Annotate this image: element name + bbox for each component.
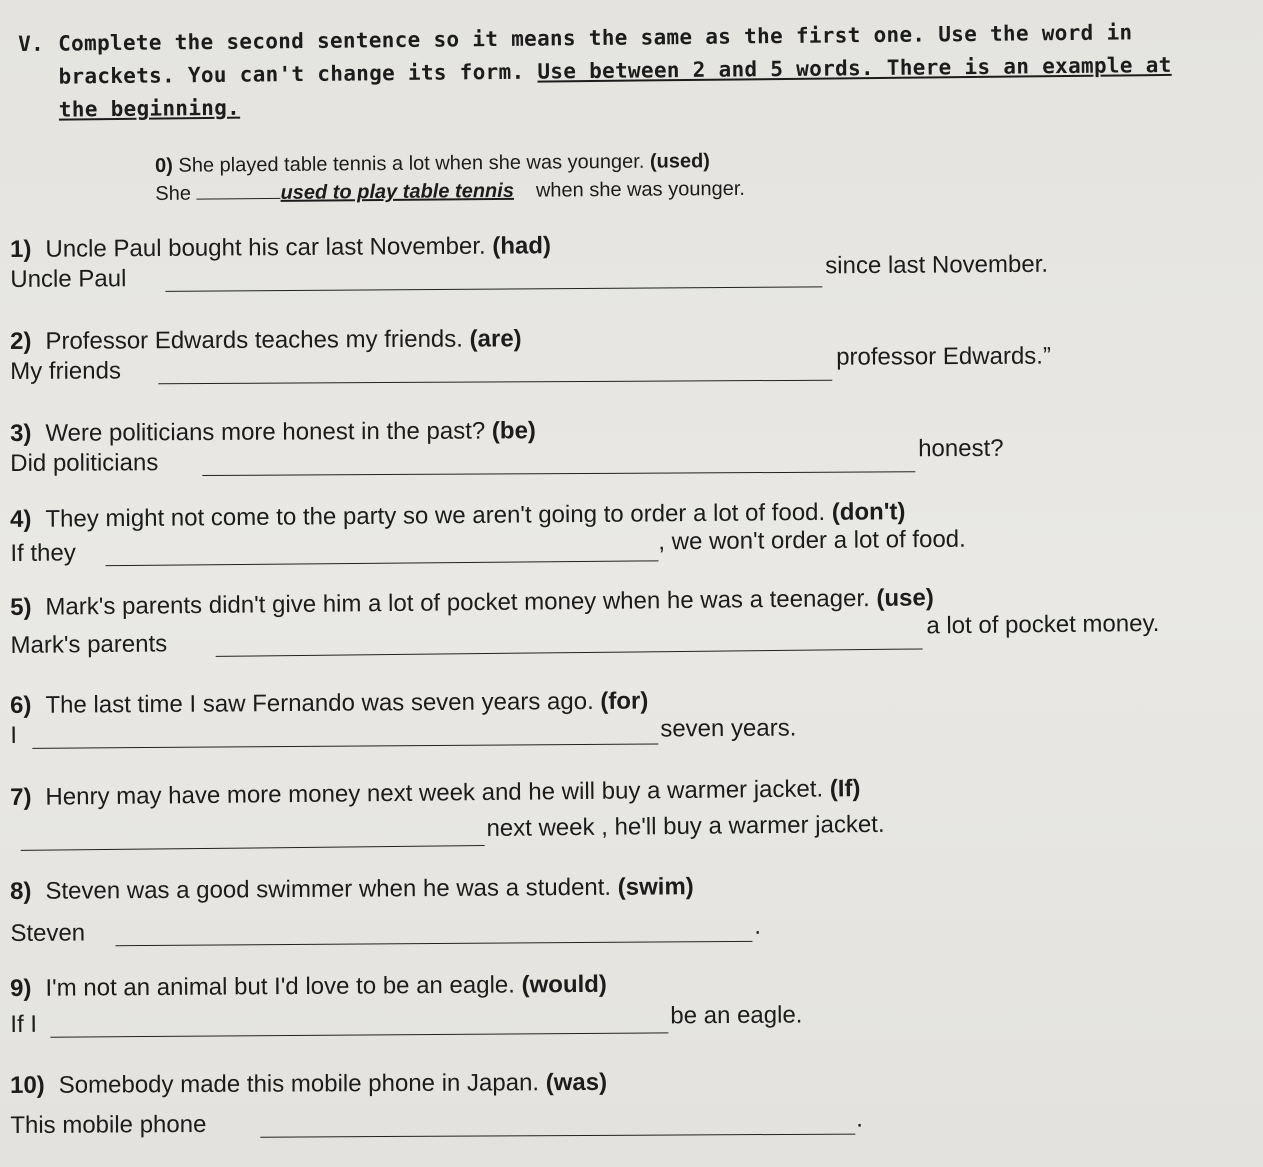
- question-sentence: Somebody made this mobile phone in Japan.: [58, 1069, 540, 1099]
- answer-end: since last November.: [825, 250, 1049, 280]
- question-number: 4): [10, 505, 32, 533]
- answer-start: I: [10, 721, 18, 749]
- question-item: [10, 414, 1250, 500]
- instructions-line-2: brackets. You can't change its form. Use between 2 and 5 words. There is an example at: [58, 52, 1172, 89]
- question-prompt: [10, 775, 861, 812]
- question-number: 7): [10, 783, 32, 811]
- question-number: 5): [10, 593, 32, 621]
- question-prompt: [10, 1069, 607, 1100]
- question-number: 8): [10, 877, 32, 905]
- answer-start: If they: [10, 539, 76, 567]
- question-sentence: Were politicians more honest in the past?: [45, 417, 486, 447]
- question-keyword: (swim): [617, 873, 694, 901]
- answer-end: a lot of pocket money.: [926, 609, 1160, 640]
- question-keyword: (had): [492, 232, 552, 260]
- question-item: [10, 683, 1251, 772]
- question-prompt: [10, 584, 934, 622]
- question-sentence: Henry may have more money next week and he will buy a warmer jacket.: [45, 775, 824, 811]
- answer-end: honest?: [918, 434, 1004, 463]
- question-item: [10, 495, 1251, 586]
- question-item: [10, 581, 1251, 674]
- question-prompt: [10, 873, 694, 906]
- answer-start: Mark's parents: [10, 630, 168, 659]
- question-item: [10, 771, 1251, 864]
- question-item: [10, 869, 1251, 958]
- question-item: [10, 1066, 1250, 1152]
- question-number: 2): [10, 327, 32, 355]
- question-number: 1): [10, 235, 32, 263]
- question-keyword: (use): [876, 584, 934, 612]
- question-sentence: Steven was a good swimmer when he was a student.: [45, 873, 612, 905]
- question-sentence: Mark's parents didn't give him a lot of pocket money when he was a teenager.: [45, 584, 870, 621]
- question-sentence: Uncle Paul bought his car last November.: [45, 232, 486, 263]
- question-item: [10, 966, 1251, 1055]
- question-sentence: I'm not an animal but I'd love to be an eagle.: [45, 971, 515, 1002]
- example-prompt: 0) She played table tennis a lot when she was younger. (used): [155, 150, 710, 177]
- answer-end: , we won't order a lot of food.: [658, 525, 966, 556]
- answer-start: Uncle Paul: [10, 265, 127, 293]
- answer-blank[interactable]: [106, 560, 659, 566]
- answer-end: seven years.: [660, 714, 797, 743]
- question-prompt: [10, 971, 607, 1003]
- answer-start: If I: [10, 1010, 38, 1038]
- question-number: 9): [10, 974, 32, 1002]
- answer-start: My friends: [10, 357, 122, 385]
- section-number: V.: [18, 31, 45, 56]
- question-prompt: [10, 417, 536, 448]
- question-number: 6): [10, 691, 32, 719]
- question-keyword: (be): [491, 417, 536, 445]
- answer-end: next week , he'll buy a warmer jacket.: [486, 810, 885, 843]
- instructions: [18, 15, 1219, 127]
- answer-end: .: [754, 912, 762, 940]
- answer-end: professor Edwards.”: [836, 342, 1051, 371]
- question-prompt: [10, 325, 522, 356]
- example-answer-line: She used to play table tennis when she was younger.: [155, 177, 746, 205]
- question-keyword: (would): [521, 970, 607, 999]
- question-prompt: [10, 232, 551, 264]
- answer-start: Did politicians: [10, 449, 159, 477]
- answer-blank[interactable]: [202, 471, 915, 476]
- answer-start: Steven: [10, 919, 86, 947]
- answer-blank[interactable]: [50, 1032, 668, 1037]
- answer-blank[interactable]: [216, 648, 923, 656]
- example-answer: used to play table tennis: [280, 179, 514, 204]
- question-item: [10, 322, 1250, 408]
- question-sentence: The last time I saw Fernando was seven years ago.: [45, 687, 594, 719]
- answer-blank[interactable]: [115, 941, 752, 946]
- question-item: [10, 227, 1251, 316]
- answer-blank[interactable]: [158, 380, 832, 385]
- question-number: 3): [10, 419, 32, 447]
- answer-blank[interactable]: [165, 286, 822, 292]
- instructions-line-1: V. Complete the second sentence so it means the same as the first one. Use the word in: [18, 15, 1218, 61]
- instructions-line-3: the beginning.: [58, 95, 241, 122]
- answer-end: .: [856, 1105, 864, 1133]
- question-sentence: They might not come to the party so we aren't going to order a lot of food.: [45, 498, 826, 533]
- example-item: [155, 147, 745, 208]
- question-keyword: (If): [829, 775, 861, 803]
- answer-blank[interactable]: [32, 743, 658, 748]
- question-prompt: [10, 688, 648, 720]
- question-number: 10): [10, 1071, 45, 1099]
- question-keyword: (are): [469, 325, 522, 353]
- question-keyword: (don't): [831, 498, 906, 526]
- answer-end: be an eagle.: [670, 1001, 803, 1030]
- answer-blank[interactable]: [21, 845, 485, 851]
- question-keyword: (was): [545, 1068, 608, 1097]
- question-sentence: Professor Edwards teaches my friends.: [45, 325, 463, 355]
- question-keyword: (for): [600, 687, 649, 715]
- answer-blank[interactable]: [260, 1134, 855, 1138]
- answer-start: This mobile phone: [10, 1110, 207, 1139]
